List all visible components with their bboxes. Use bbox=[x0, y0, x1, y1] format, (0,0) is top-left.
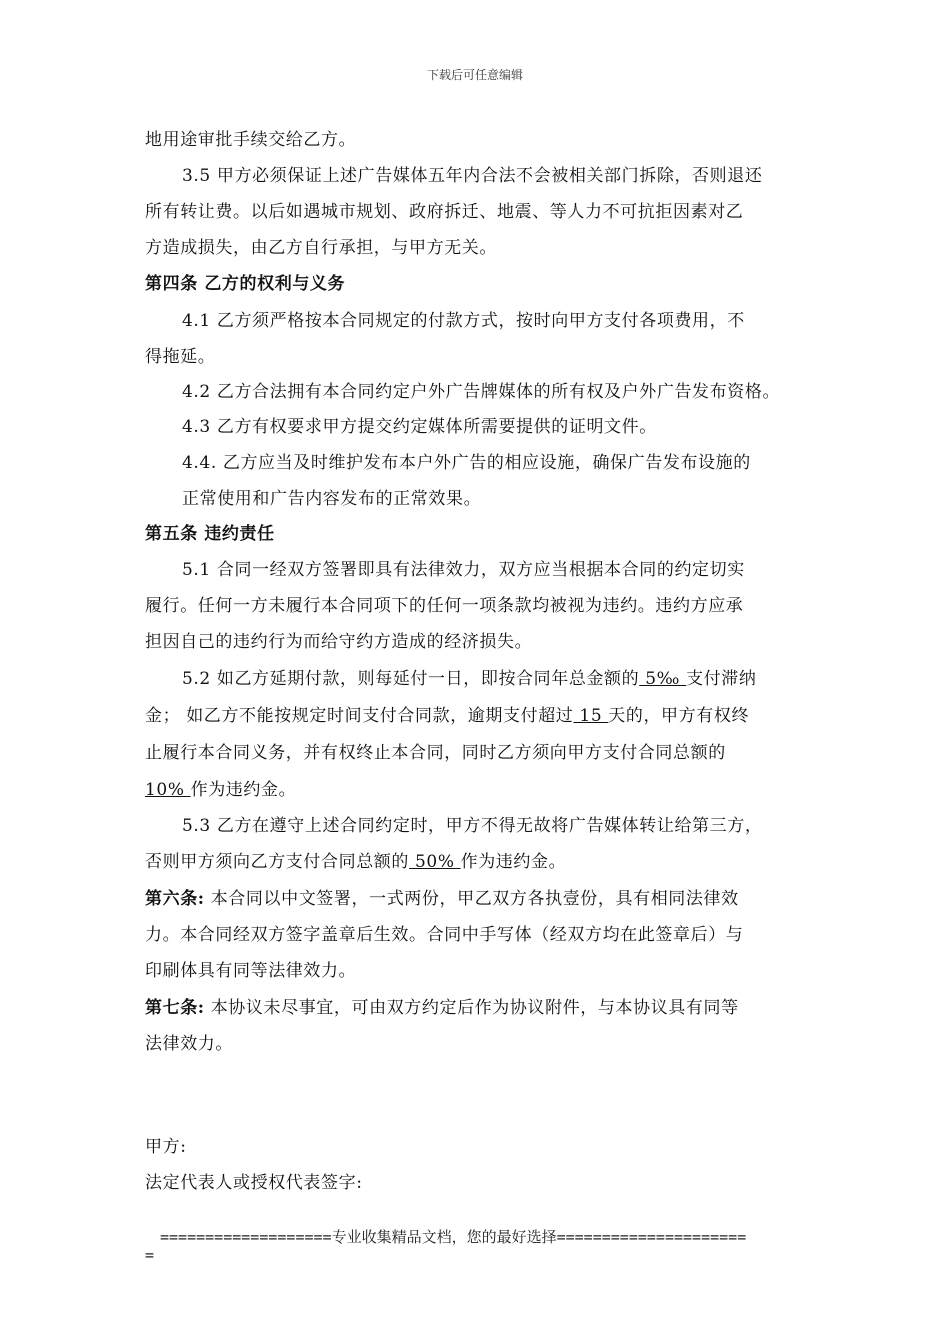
clause-4-1: 4.1 乙方须严格按本合同规定的付款方式，按时向甲方支付各项费用，不 bbox=[182, 311, 745, 331]
paragraph-line: 所有转让费。以后如遇城市规划、政府拆迁、地震、等人力不可抗拒因素对乙 bbox=[145, 202, 744, 222]
text-segment: 否则甲方须向乙方支付合同总额的 bbox=[145, 852, 409, 872]
paragraph-line: 履行。任何一方未履行本合同项下的任何一项条款均被视为违约。违约方应承 bbox=[145, 596, 744, 616]
transfer-penalty-rate: 50% bbox=[409, 852, 461, 872]
paragraph-line: 法律效力。 bbox=[145, 1034, 233, 1054]
text-segment: 支付滞纳 bbox=[686, 669, 757, 689]
clause-4-3: 4.3 乙方有权要求甲方提交约定媒体所需要提供的证明文件。 bbox=[182, 417, 657, 437]
text-segment: 本协议未尽事宜，可由双方约定后作为协议附件，与本协议具有同等 bbox=[204, 998, 739, 1018]
page-header: 下载后可任意编辑 bbox=[426, 68, 523, 82]
late-fee-rate: 5‰ bbox=[639, 669, 687, 689]
article-6-heading: 第六条: bbox=[145, 889, 205, 909]
clause-4-4: 4.4. 乙方应当及时维护发布本户外广告的相应设施，确保广告发布设施的 bbox=[182, 453, 751, 473]
article-7-heading: 第七条: bbox=[145, 998, 205, 1018]
text-segment: 金； 如乙方不能按规定时间支付合同款，逾期支付超过 bbox=[145, 706, 574, 726]
paragraph-line: 地用途审批手续交给乙方。 bbox=[145, 130, 357, 150]
paragraph-line: 正常使用和广告内容发布的正常效果。 bbox=[182, 489, 482, 509]
paragraph-line bbox=[145, 778, 296, 802]
paragraph-line: 力。本合同经双方签字盖章后生效。合同中手写体（经双方均在此签章后）与 bbox=[145, 925, 744, 945]
clause-5-3: 5.3 乙方在遵守上述合同约定时，甲方不得无故将广告媒体转让给第三方， bbox=[182, 816, 763, 836]
text-segment: 作为违约金。 bbox=[460, 852, 567, 872]
text-segment: 作为违约金。 bbox=[190, 780, 297, 800]
paragraph-line: 印刷体具有同等法律效力。 bbox=[145, 961, 357, 981]
article-4-heading: 第四条 乙方的权利与义务 bbox=[145, 274, 346, 294]
penalty-rate: 10% bbox=[145, 780, 191, 800]
clause-4-2: 4.2 乙方合法拥有本合同约定户外广告牌媒体的所有权及户外广告发布资格。 bbox=[182, 382, 781, 402]
paragraph-line: 得拖延。 bbox=[145, 347, 216, 367]
paragraph-line bbox=[145, 850, 566, 874]
paragraph-line: 方造成损失，由乙方自行承担，与甲方无关。 bbox=[145, 238, 497, 258]
footer-banner: ===================专业收集精品文档，您的最好选择===================== bbox=[160, 1228, 747, 1246]
clause-3-5: 3.5 甲方必须保证上述广告媒体五年内合法不会被相关部门拆除，否则退还 bbox=[182, 166, 763, 186]
article-7 bbox=[145, 996, 739, 1020]
text-segment: 5.2 如乙方延期付款，则每延付一日，即按合同年总金额的 bbox=[182, 669, 640, 689]
article-6 bbox=[145, 887, 739, 911]
paragraph-line: 止履行本合同义务，并有权终止本合同，同时乙方须向甲方支付合同总额的 bbox=[145, 743, 726, 763]
signature-label: 法定代表人或授权代表签字: bbox=[145, 1173, 363, 1193]
paragraph-line: 担因自己的违约行为而给守约方造成的经济损失。 bbox=[145, 632, 533, 652]
paragraph-line bbox=[145, 704, 749, 728]
clause-5-1: 5.1 合同一经双方签署即具有法律效力，双方应当根据本合同的约定切实 bbox=[182, 560, 745, 580]
overdue-days: 15 bbox=[573, 706, 609, 726]
party-a-label: 甲方: bbox=[145, 1137, 187, 1157]
footer-banner-tail: = bbox=[145, 1246, 155, 1264]
clause-5-2 bbox=[182, 667, 757, 691]
article-5-heading: 第五条 违约责任 bbox=[145, 524, 275, 544]
text-segment: 本合同以中文签署，一式两份，甲乙双方各执壹份，具有相同法律效 bbox=[204, 889, 739, 909]
text-segment: 天的，甲方有权终 bbox=[608, 706, 750, 726]
